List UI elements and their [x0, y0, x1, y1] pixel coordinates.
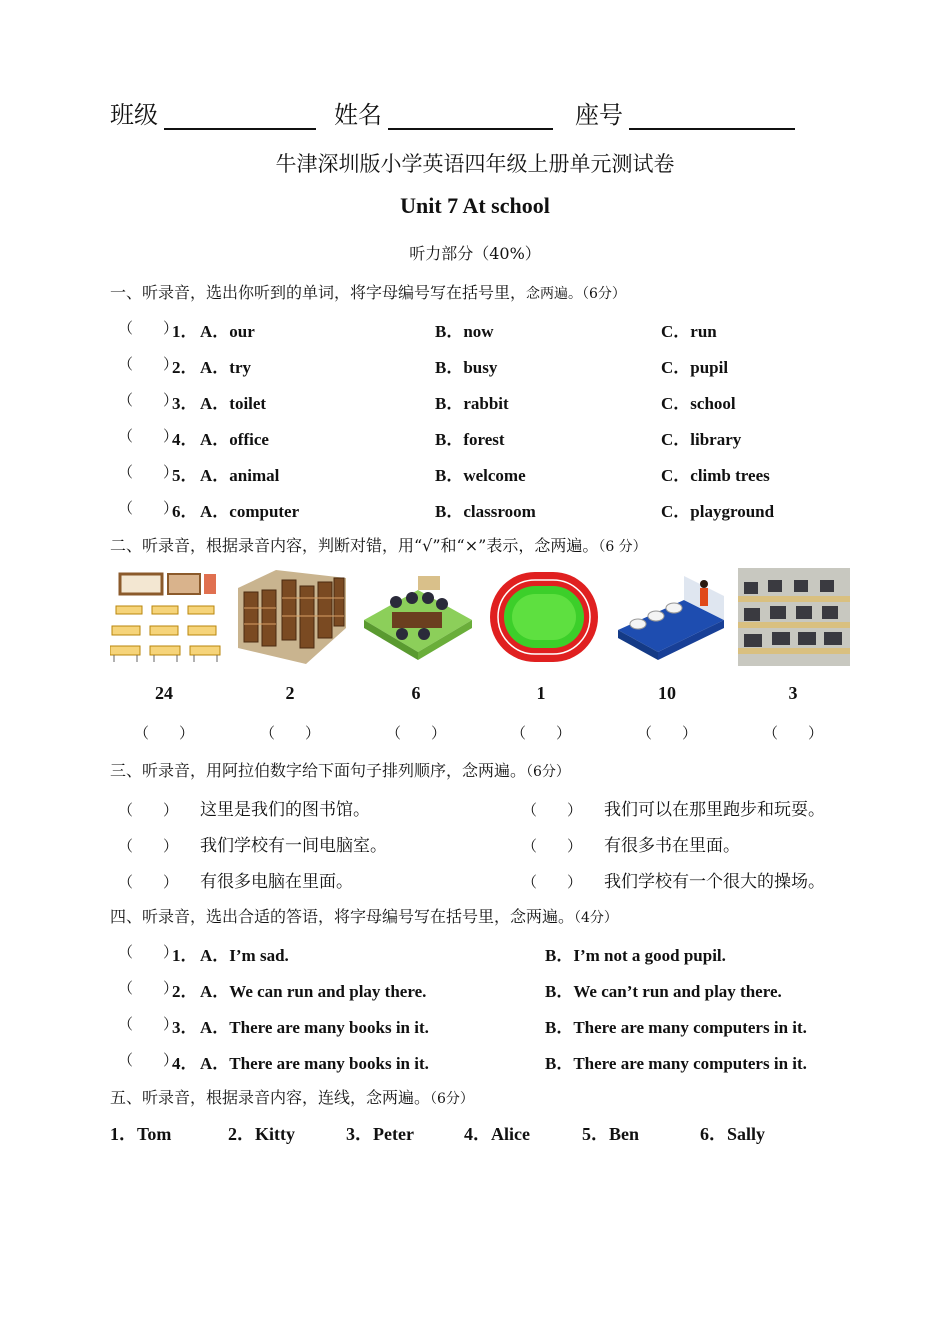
judge-paren[interactable]: （ ）: [133, 724, 194, 742]
answer-paren[interactable]: （ ）: [118, 319, 179, 337]
response-row: [110, 977, 870, 1001]
section-3-heading: 三、听录音，用阿拉伯数字给下面句子排列顺序，念两遍。（6分）: [110, 761, 570, 780]
option-a: A．office: [200, 430, 269, 449]
classroom-icon: [110, 568, 222, 666]
computer-room-icon: [738, 568, 850, 666]
toilet-icon: [614, 568, 726, 666]
order-sentence: [118, 831, 387, 856]
name-item: 3．Peter: [346, 1124, 414, 1144]
option-b: B．now: [435, 322, 494, 341]
answer-paren[interactable]: （ ）: [118, 1015, 179, 1033]
answer-paren[interactable]: （ ）: [118, 391, 179, 409]
picture-number: 1: [536, 683, 546, 703]
option-c: C．run: [661, 322, 717, 341]
option-a: A．There are many books in it.: [200, 1018, 429, 1037]
order-sentence: [522, 831, 740, 856]
option-b: B．busy: [435, 358, 498, 377]
order-paren[interactable]: （ ）: [118, 801, 179, 819]
response-row: [110, 1049, 870, 1073]
sentence-text: 我们学校有一个很大的操场。: [604, 872, 826, 892]
sentence-text: 我们可以在那里跑步和玩耍。: [604, 800, 826, 820]
option-b: B．rabbit: [435, 394, 509, 413]
option-a: A．I’m sad.: [200, 946, 289, 965]
sentence-text: 这里是我们的图书馆。: [200, 800, 371, 820]
judge-paren[interactable]: （ ）: [762, 724, 823, 742]
option-a: A．computer: [200, 502, 300, 521]
response-row: [110, 941, 870, 965]
order-paren[interactable]: （ ）: [522, 801, 583, 819]
section-2-heading: 二、听录音，根据录音内容，判断对错，用“√”和“×”表示，念两遍。（6 分）: [110, 536, 647, 555]
seat-blank[interactable]: [629, 106, 795, 130]
name-blank[interactable]: [388, 106, 553, 130]
answer-paren[interactable]: （ ）: [118, 943, 179, 961]
option-b: B．There are many computers in it.: [545, 1018, 807, 1037]
judge-paren[interactable]: （ ）: [385, 724, 446, 742]
answer-paren[interactable]: （ ）: [118, 1051, 179, 1069]
name-item: 4．Alice: [464, 1124, 530, 1144]
question-number: 5．: [172, 466, 198, 485]
name-label: 姓名: [334, 101, 382, 129]
judge-paren[interactable]: （ ）: [636, 724, 697, 742]
picture-number: 6: [411, 683, 421, 703]
option-b: B．There are many computers in it.: [545, 1054, 807, 1073]
order-sentence: [522, 867, 825, 892]
picture-row: [110, 568, 850, 668]
question-row: [110, 461, 870, 485]
order-paren[interactable]: （ ）: [522, 837, 583, 855]
question-number: 3．: [172, 1018, 198, 1037]
question-number: 6．: [172, 502, 198, 521]
option-a: A．our: [200, 322, 255, 341]
question-row: [110, 389, 870, 413]
part-title: 听力部分（40%）: [409, 244, 541, 263]
section-1-heading: 一、听录音，选出你听到的单词，将字母编号写在括号里，念两遍。（6分）: [110, 283, 626, 302]
option-b: B．welcome: [435, 466, 526, 485]
option-c: C．school: [661, 394, 736, 413]
class-blank[interactable]: [164, 106, 316, 130]
question-number: 4．: [172, 1054, 198, 1073]
option-c: C．playground: [661, 502, 775, 521]
name-item: 5．Ben: [582, 1124, 640, 1144]
section-4-heading: 四、听录音，选出合适的答语，将字母编号写在括号里，念两遍。（4分）: [110, 907, 618, 926]
option-a: A．toilet: [200, 394, 267, 413]
question-number: 2．: [172, 982, 198, 1001]
option-b: B．forest: [435, 430, 505, 449]
option-a: A．animal: [200, 466, 280, 485]
option-b: B．classroom: [435, 502, 536, 521]
option-a: A．try: [200, 358, 251, 377]
name-item: 1．Tom: [110, 1124, 172, 1144]
order-sentence: [118, 795, 370, 820]
response-row: [110, 1013, 870, 1037]
question-number: 3．: [172, 394, 198, 413]
judge-paren[interactable]: （ ）: [259, 724, 320, 742]
section-5-heading: 五、听录音，根据录音内容，连线，念两遍。（6分）: [110, 1088, 474, 1107]
question-number: 1．: [172, 322, 198, 341]
option-b: B．We can’t run and play there.: [545, 982, 782, 1001]
order-paren[interactable]: （ ）: [118, 873, 179, 891]
picture-number: 3: [788, 683, 798, 703]
picture-number: 10: [658, 683, 676, 703]
order-paren[interactable]: （ ）: [118, 837, 179, 855]
picture-number: 2: [285, 683, 295, 703]
picture-number: 24: [155, 683, 173, 703]
answer-paren[interactable]: （ ）: [118, 463, 179, 481]
option-a: A．There are many books in it.: [200, 1054, 429, 1073]
name-item: 6．Sally: [700, 1124, 766, 1144]
order-sentence: [118, 867, 353, 892]
unit-title: Unit 7 At school: [400, 193, 550, 218]
option-c: C．climb trees: [661, 466, 770, 485]
question-number: 1．: [172, 946, 198, 965]
option-c: C．pupil: [661, 358, 729, 377]
library-icon: [236, 568, 348, 666]
question-number: 2．: [172, 358, 198, 377]
office-icon: [362, 568, 474, 666]
order-sentence: [522, 795, 825, 820]
class-label: 班级: [110, 101, 158, 129]
sentence-text: 有很多书在里面。: [604, 836, 741, 856]
judge-paren[interactable]: （ ）: [510, 724, 571, 742]
answer-paren[interactable]: （ ）: [118, 499, 179, 517]
order-paren[interactable]: （ ）: [522, 873, 583, 891]
option-b: B．I’m not a good pupil.: [545, 946, 726, 965]
name-item: 2．Kitty: [228, 1124, 295, 1144]
sentence-text: 有很多电脑在里面。: [200, 872, 354, 892]
answer-paren[interactable]: （ ）: [118, 979, 179, 997]
seat-label: 座号: [575, 101, 623, 129]
question-row: [110, 353, 870, 377]
question-row: [110, 317, 870, 341]
question-row: [110, 425, 870, 449]
student-info-header: [110, 95, 813, 130]
paper-title: 牛津深圳版小学英语四年级上册单元测试卷: [275, 152, 675, 176]
playground-icon: [488, 568, 600, 666]
option-a: A．We can run and play there.: [200, 982, 427, 1001]
answer-paren[interactable]: （ ）: [118, 355, 179, 373]
answer-paren[interactable]: （ ）: [118, 427, 179, 445]
option-c: C．library: [661, 430, 742, 449]
sentence-text: 我们学校有一间电脑室。: [200, 836, 388, 856]
question-number: 4．: [172, 430, 198, 449]
question-row: [110, 497, 870, 521]
